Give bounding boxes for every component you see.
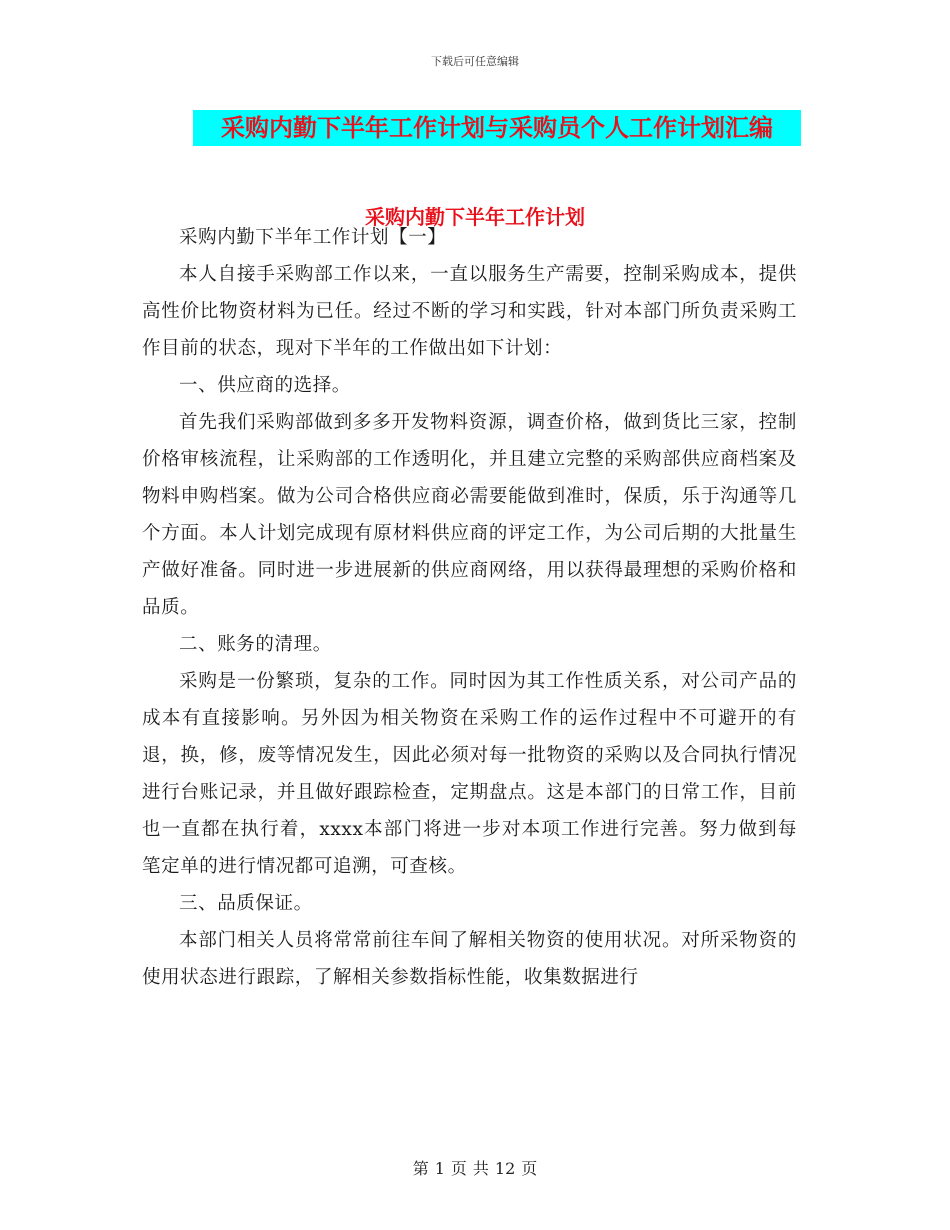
main-title: 采购内勤下半年工作计划与采购员个人工作计划汇编 [221, 113, 773, 142]
header-note: 下载后可任意编辑 [431, 55, 519, 68]
paragraph-heading-1: 一、供应商的选择。 [179, 375, 351, 396]
paragraph-subtitle: 采购内勤下半年工作计划【一】 [179, 227, 447, 248]
page-label-unit: 页 [450, 1159, 467, 1178]
section-title: 采购内勤下半年工作计划 [365, 205, 585, 229]
paragraph-heading-3: 三、品质保证。 [179, 893, 313, 914]
page-footer [0, 1156, 950, 1179]
main-title-highlight [193, 110, 801, 146]
paragraph: 本部门相关人员将常常前往车间了解相关物资的使用状况。对所采物资的使用状态进行跟踪，了解相关参数指标性能，收集数据进行 [142, 930, 797, 988]
page-label-prefix: 第 [412, 1159, 429, 1178]
total-pages-number: 12 [494, 1159, 516, 1178]
paragraph: 本人自接手采购部工作以来，一直以服务生产需要，控制采购成本，提供高性价比物资材料为已任。经过不断的学习和实践，针对本部门所负责采购工作目前的状态，现对下半年的工作做出如下计划： [142, 264, 797, 359]
body-text [142, 219, 797, 996]
total-label-unit: 页 [521, 1159, 538, 1178]
paragraph-heading-2: 二、账务的清理。 [179, 634, 332, 655]
paragraph: 首先我们采购部做到多多开发物料资源，调查价格，做到货比三家，控制价格审核流程，让采购部的工作透明化，并且建立完整的采购部供应商档案及物料申购档案。做为公司合格供应商必需要能做到准时，保质，乐于沟通等几个方面。本人计划完成现有原材料供应商的评定工作，为公司后期的大批量生产做好准备。同时进一步进展新的供应商网络，用以获得最理想的采购价格和品质。 [142, 412, 797, 618]
paragraph: 采购是一份繁琐，复杂的工作。同时因为其工作性质关系，对公司产品的成本有直接影响。另外因为相关物资在采购工作的运作过程中不可避开的有退，换，修，废等情况发生，因此必须对每一批物资的采购以及合同执行情况进行台账记录，并且做好跟踪检查，定期盘点。这是本部门的日常工作，目前也一直都在执行着，xxxx本部门将进一步对本项工作进行完善。努力做到每笔定单的进行情况都可追溯，可查核。 [142, 671, 797, 877]
current-page-number: 1 [434, 1159, 445, 1178]
total-label-prefix: 共 [472, 1159, 489, 1178]
